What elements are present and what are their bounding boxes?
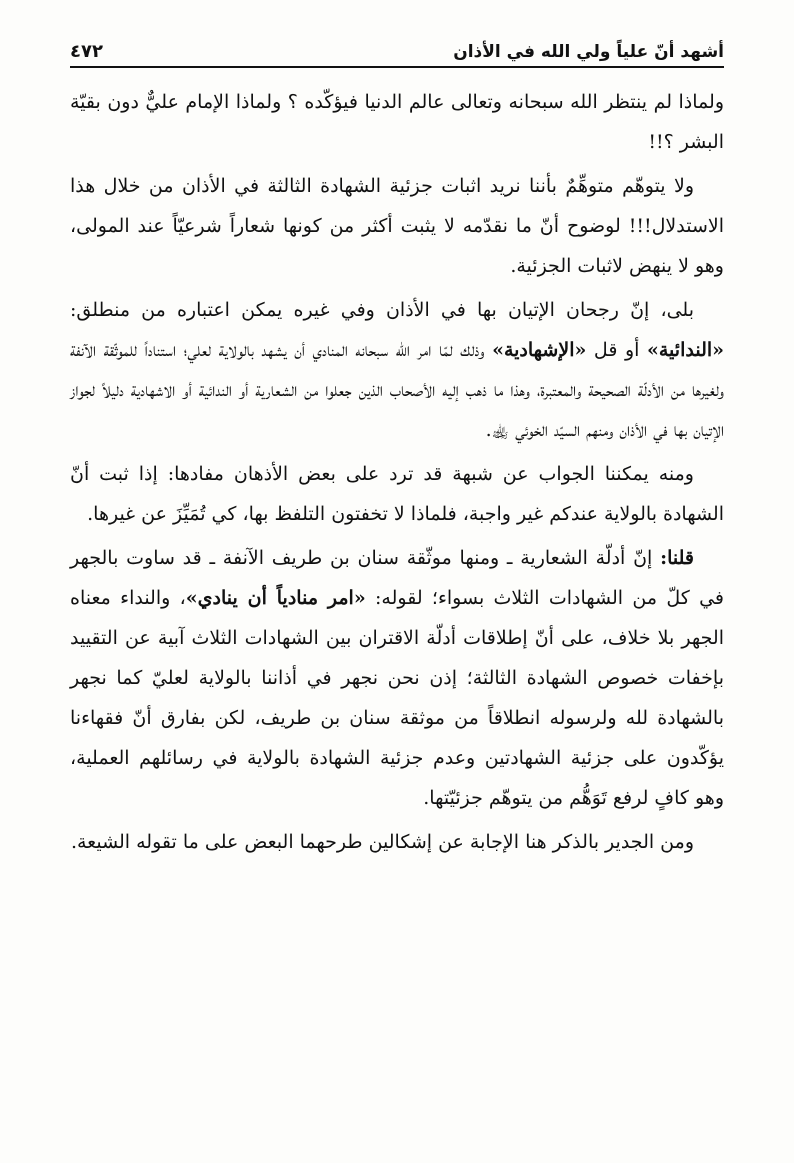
running-title: أشهد أنّ علياً ولي الله في الأذان <box>453 42 724 62</box>
quoted-hadith: «امر منادياً أن ينادي» <box>185 587 366 609</box>
paragraph-2: ولا يتوهّم متوهِّمٌ بأننا نريد اثبات جزئية الشهادة الثالثة في الأذان من خلال هذا الاستدلال!!! لوضوح أنّ ما نقدّمه لا يثبت أكثر من كونها شعاراً شرعيّاً عند المولى، وهو لا ينهض لاثبات الجزئية. <box>70 175 724 277</box>
paragraph-5-text-b: ، والنداء معناه الجهر بلا خلاف، على أنّ إطلاقات أدلّة الاقتران بين الشهادات الثلاث آبية عن التقييد بإخفات خصوص الشهادة الثالثة؛ إذن نحن نجهر في أذاننا بالولاية لعليّ كما نجهر بالشهادة لله ولرسوله انطلاقاً من موثقة سنان بن طريف، لكن بفارق أنّ فقهاءنا يؤكّدون على جزئية الشهادتين وعدم جزئية الشهادة بالولاية في رسائلهم العملية، وهو كافٍ لرفع تَوَهُّم من يتوهّم جزئيّتها. <box>70 587 724 809</box>
paragraph-5 <box>70 538 724 818</box>
paragraph-3 <box>70 290 724 450</box>
page-body <box>70 82 724 866</box>
quoted-term-nidaiyya: «الندائية» <box>647 339 725 361</box>
paragraph-3-text-c: وذلك لمّا امر الله سبحانه المنادي أن يشهد بالولاية لعلي؛ استناداً للموثّقة الآنفة ولغيرها من الأدلّة الصحيحة والمعتبرة، وهذا ما ذهب إليه الأصحاب الذين جعلوا من الشعارية أو الندائية أو الاشهادية دليلاً لجواز الإتيان بها في الأذان ومنهم السيّد الخوئي ﵀. <box>70 339 724 441</box>
paragraph-4: ومنه يمكننا الجواب عن شبهة قد ترد على بعض الأذهان مفادها: إذا ثبت أنّ الشهادة بالولاية عندكم غير واجبة، فلماذا لا تخفتون التلفظ بها، كي تُمَيِّزَ عن غيرها. <box>70 463 724 525</box>
answer-lead: قلنا: <box>660 547 694 569</box>
paragraph-1: ولماذا لم ينتظر الله سبحانه وتعالى عالم الدنيا فيؤكّده ؟ ولماذا الإمام عليٌّ دون بقيّة البشر ؟!! <box>70 91 724 153</box>
paragraph-3-text-a: بلى، إنّ رجحان الإتيان بها في الأذان وفي غيره يمكن اعتباره من منطلق: <box>70 299 694 321</box>
quoted-term-ishhadiyya: «الإشهادية» <box>492 339 587 361</box>
paragraph-3-text-b: أو قل <box>586 339 647 361</box>
page-header <box>70 28 724 68</box>
paragraph-6: ومن الجدير بالذكر هنا الإجابة عن إشكالين طرحهما البعض على ما تقوله الشيعة. <box>70 831 694 853</box>
page-number: ٤٧٢ <box>70 41 103 62</box>
paragraph-5-text-a: إنّ أدلّة الشعارية ـ ومنها موثّقة سنان بن طريف الآنفة ـ قد ساوت بالجهر في كلّ من الشهادات الثلاث بسواء؛ لقوله: <box>70 547 724 609</box>
